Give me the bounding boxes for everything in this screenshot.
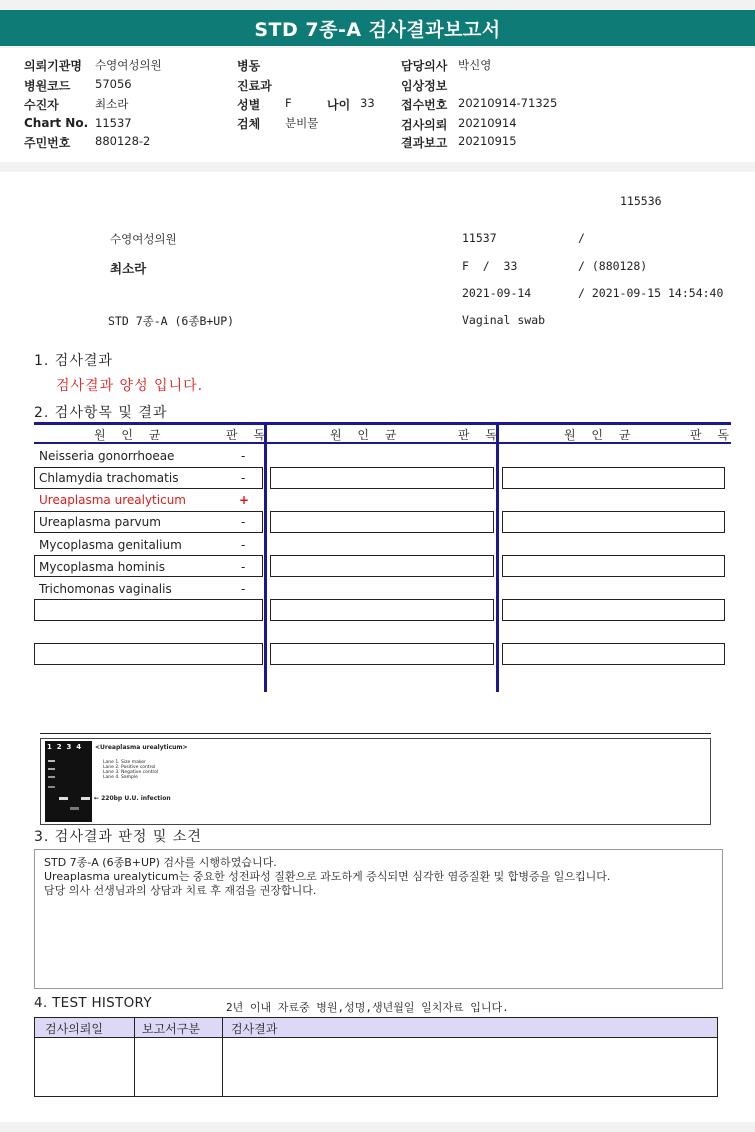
report-date-label: 결과보고: [401, 136, 448, 150]
meta-clinic: 수영여성의원: [110, 232, 177, 246]
organism-name: Mycoplasma hominis: [39, 560, 165, 574]
sex-label: 성별: [237, 98, 261, 112]
row-box: [270, 555, 494, 577]
organism-name: Chlamydia trachomatis: [39, 471, 179, 485]
col-judge-2: 판 독: [458, 428, 503, 442]
dept-label: 진료과: [237, 79, 272, 93]
organism-result: -: [241, 582, 246, 596]
hospital-code-value: 57056: [95, 77, 132, 91]
opinion-line-1: STD 7종-A (6종B+UP) 검사를 시행하였습니다.: [44, 856, 277, 869]
doctor-label: 담당의사: [401, 59, 448, 73]
organism-result-positive: +: [239, 493, 250, 507]
gel-arrow-label: ← 220bp U.U. infection: [94, 795, 171, 802]
meta-sex-age: F / 33: [462, 259, 518, 273]
opinion-line-3: 담당 의사 선생님과의 상담과 치료 후 재검을 권장합니다.: [44, 884, 317, 897]
row-box: [502, 555, 725, 577]
opinion-line-2: Ureaplasma urealyticum는 중요한 성전파성 질환으로 과도하게 증식되면 심각한 염증질환 및 합병증을 일으킵니다.: [44, 870, 611, 883]
organism-name-positive: Ureaplasma urealyticum: [39, 493, 186, 507]
meta-birth: / (880128): [578, 259, 648, 273]
gel-band: [70, 807, 79, 810]
gel-band: [59, 797, 68, 800]
history-body: [34, 1037, 718, 1097]
age-value: 33: [360, 96, 375, 110]
history-divider-2: [222, 1017, 223, 1097]
meta-chart: 11537: [462, 231, 497, 245]
organism-name: Neisseria gonorrhoeae: [39, 449, 175, 463]
gel-legend-4: Lane 4. Sample: [103, 775, 138, 780]
meta-report-datetime: / 2021-09-15 14:54:40: [578, 286, 724, 300]
organism-result: -: [241, 538, 246, 552]
report-title: STD 7종-A 검사결과보고서: [0, 10, 755, 46]
col-organism-1: 원 인 균: [94, 428, 167, 442]
gel-image: [45, 741, 92, 822]
resident-label: 주민번호: [24, 136, 71, 150]
gel-lane-numbers: 1 2 3 4: [47, 743, 82, 751]
patient-label: 수진자: [24, 98, 59, 112]
institution-value: 수영여성의원: [95, 58, 162, 72]
institution-label: 의뢰기관명: [24, 59, 82, 73]
row-box: [502, 511, 725, 533]
report-number: 115536: [620, 194, 662, 208]
gel-band: [48, 768, 55, 770]
gel-band: [48, 786, 55, 788]
overall-result: 검사결과 양성 입니다.: [56, 378, 204, 394]
organism-result: -: [241, 560, 246, 574]
row-box: [34, 599, 263, 621]
history-divider-1: [134, 1017, 135, 1097]
chart-label: Chart No.: [24, 116, 89, 130]
row-box: [502, 599, 725, 621]
receipt-value: 20210914-71325: [458, 96, 558, 110]
organism-result: -: [241, 515, 246, 529]
gel-band: [81, 797, 90, 800]
hospital-code-label: 병원코드: [24, 79, 71, 93]
section3-title: 3. 검사결과 판정 및 소견: [34, 829, 202, 845]
section4-title: 4. TEST HISTORY: [34, 995, 152, 1011]
history-header: [34, 1017, 718, 1038]
organism-name: Trichomonas vaginalis: [39, 582, 172, 596]
col-judge-1: 판 독: [226, 428, 271, 442]
clinical-label: 임상정보: [401, 79, 448, 93]
table-divider-1: [264, 422, 267, 692]
col-judge-3: 판 독: [690, 428, 735, 442]
organism-name: Ureaplasma parvum: [39, 515, 161, 529]
specimen-value: 분비물: [285, 116, 319, 130]
row-box: [34, 643, 263, 665]
patient-value: 최소라: [95, 97, 129, 111]
table-top-line: [34, 422, 731, 425]
receipt-label: 접수번호: [401, 98, 448, 112]
gel-title: <Ureaplasma urealyticum>: [95, 744, 188, 751]
history-col-report-type: 보고서구분: [142, 1022, 200, 1036]
table-divider-2: [496, 422, 499, 692]
section1-title: 1. 검사결과: [34, 353, 113, 369]
row-box: [502, 643, 725, 665]
history-note: 2년 이내 자료중 병원,성명,생년월일 일치자료 입니다.: [226, 1001, 509, 1014]
gel-legend-1: Lane 1. Size maker: [103, 760, 146, 765]
request-label: 검사의뢰: [401, 118, 448, 132]
row-box: [270, 599, 494, 621]
request-value: 20210914: [458, 116, 517, 130]
row-box: [270, 467, 494, 489]
chart-value: 11537: [95, 116, 132, 130]
history-col-request-date: 검사의뢰일: [45, 1022, 103, 1036]
history-col-result: 검사결과: [231, 1022, 278, 1036]
age-label: 나이: [327, 98, 351, 112]
col-organism-2: 원 인 균: [330, 428, 403, 442]
section2-title: 2. 검사항목 및 결과: [34, 405, 168, 421]
organism-result: -: [241, 471, 246, 485]
row-box: [270, 643, 494, 665]
meta-sample: Vaginal swab: [462, 313, 546, 327]
ward-label: 병동: [237, 59, 261, 73]
gel-band: [48, 760, 55, 762]
gel-panel: [40, 738, 711, 825]
gel-band: [48, 776, 55, 778]
doctor-value: 박신영: [458, 58, 492, 72]
meta-name: 최소라: [110, 261, 147, 276]
sex-value: F: [285, 96, 292, 110]
row-box: [270, 511, 494, 533]
meta-request-date: 2021-09-14: [462, 286, 532, 300]
gel-top-rule: [40, 733, 711, 734]
col-organism-3: 원 인 균: [564, 428, 637, 442]
report-date-value: 20210915: [458, 134, 517, 148]
organism-result: -: [241, 449, 246, 463]
meta-slash: /: [578, 231, 585, 245]
row-box: [502, 467, 725, 489]
gel-legend-2: Lane 2. Positive control: [103, 765, 156, 770]
meta-test: STD 7종-A (6종B+UP): [108, 314, 235, 328]
gel-legend-3: Lane 3. Negative control: [103, 770, 159, 775]
specimen-label: 검체: [237, 117, 261, 131]
organism-name: Mycoplasma genitalium: [39, 538, 182, 552]
resident-value: 880128-2: [95, 134, 151, 148]
